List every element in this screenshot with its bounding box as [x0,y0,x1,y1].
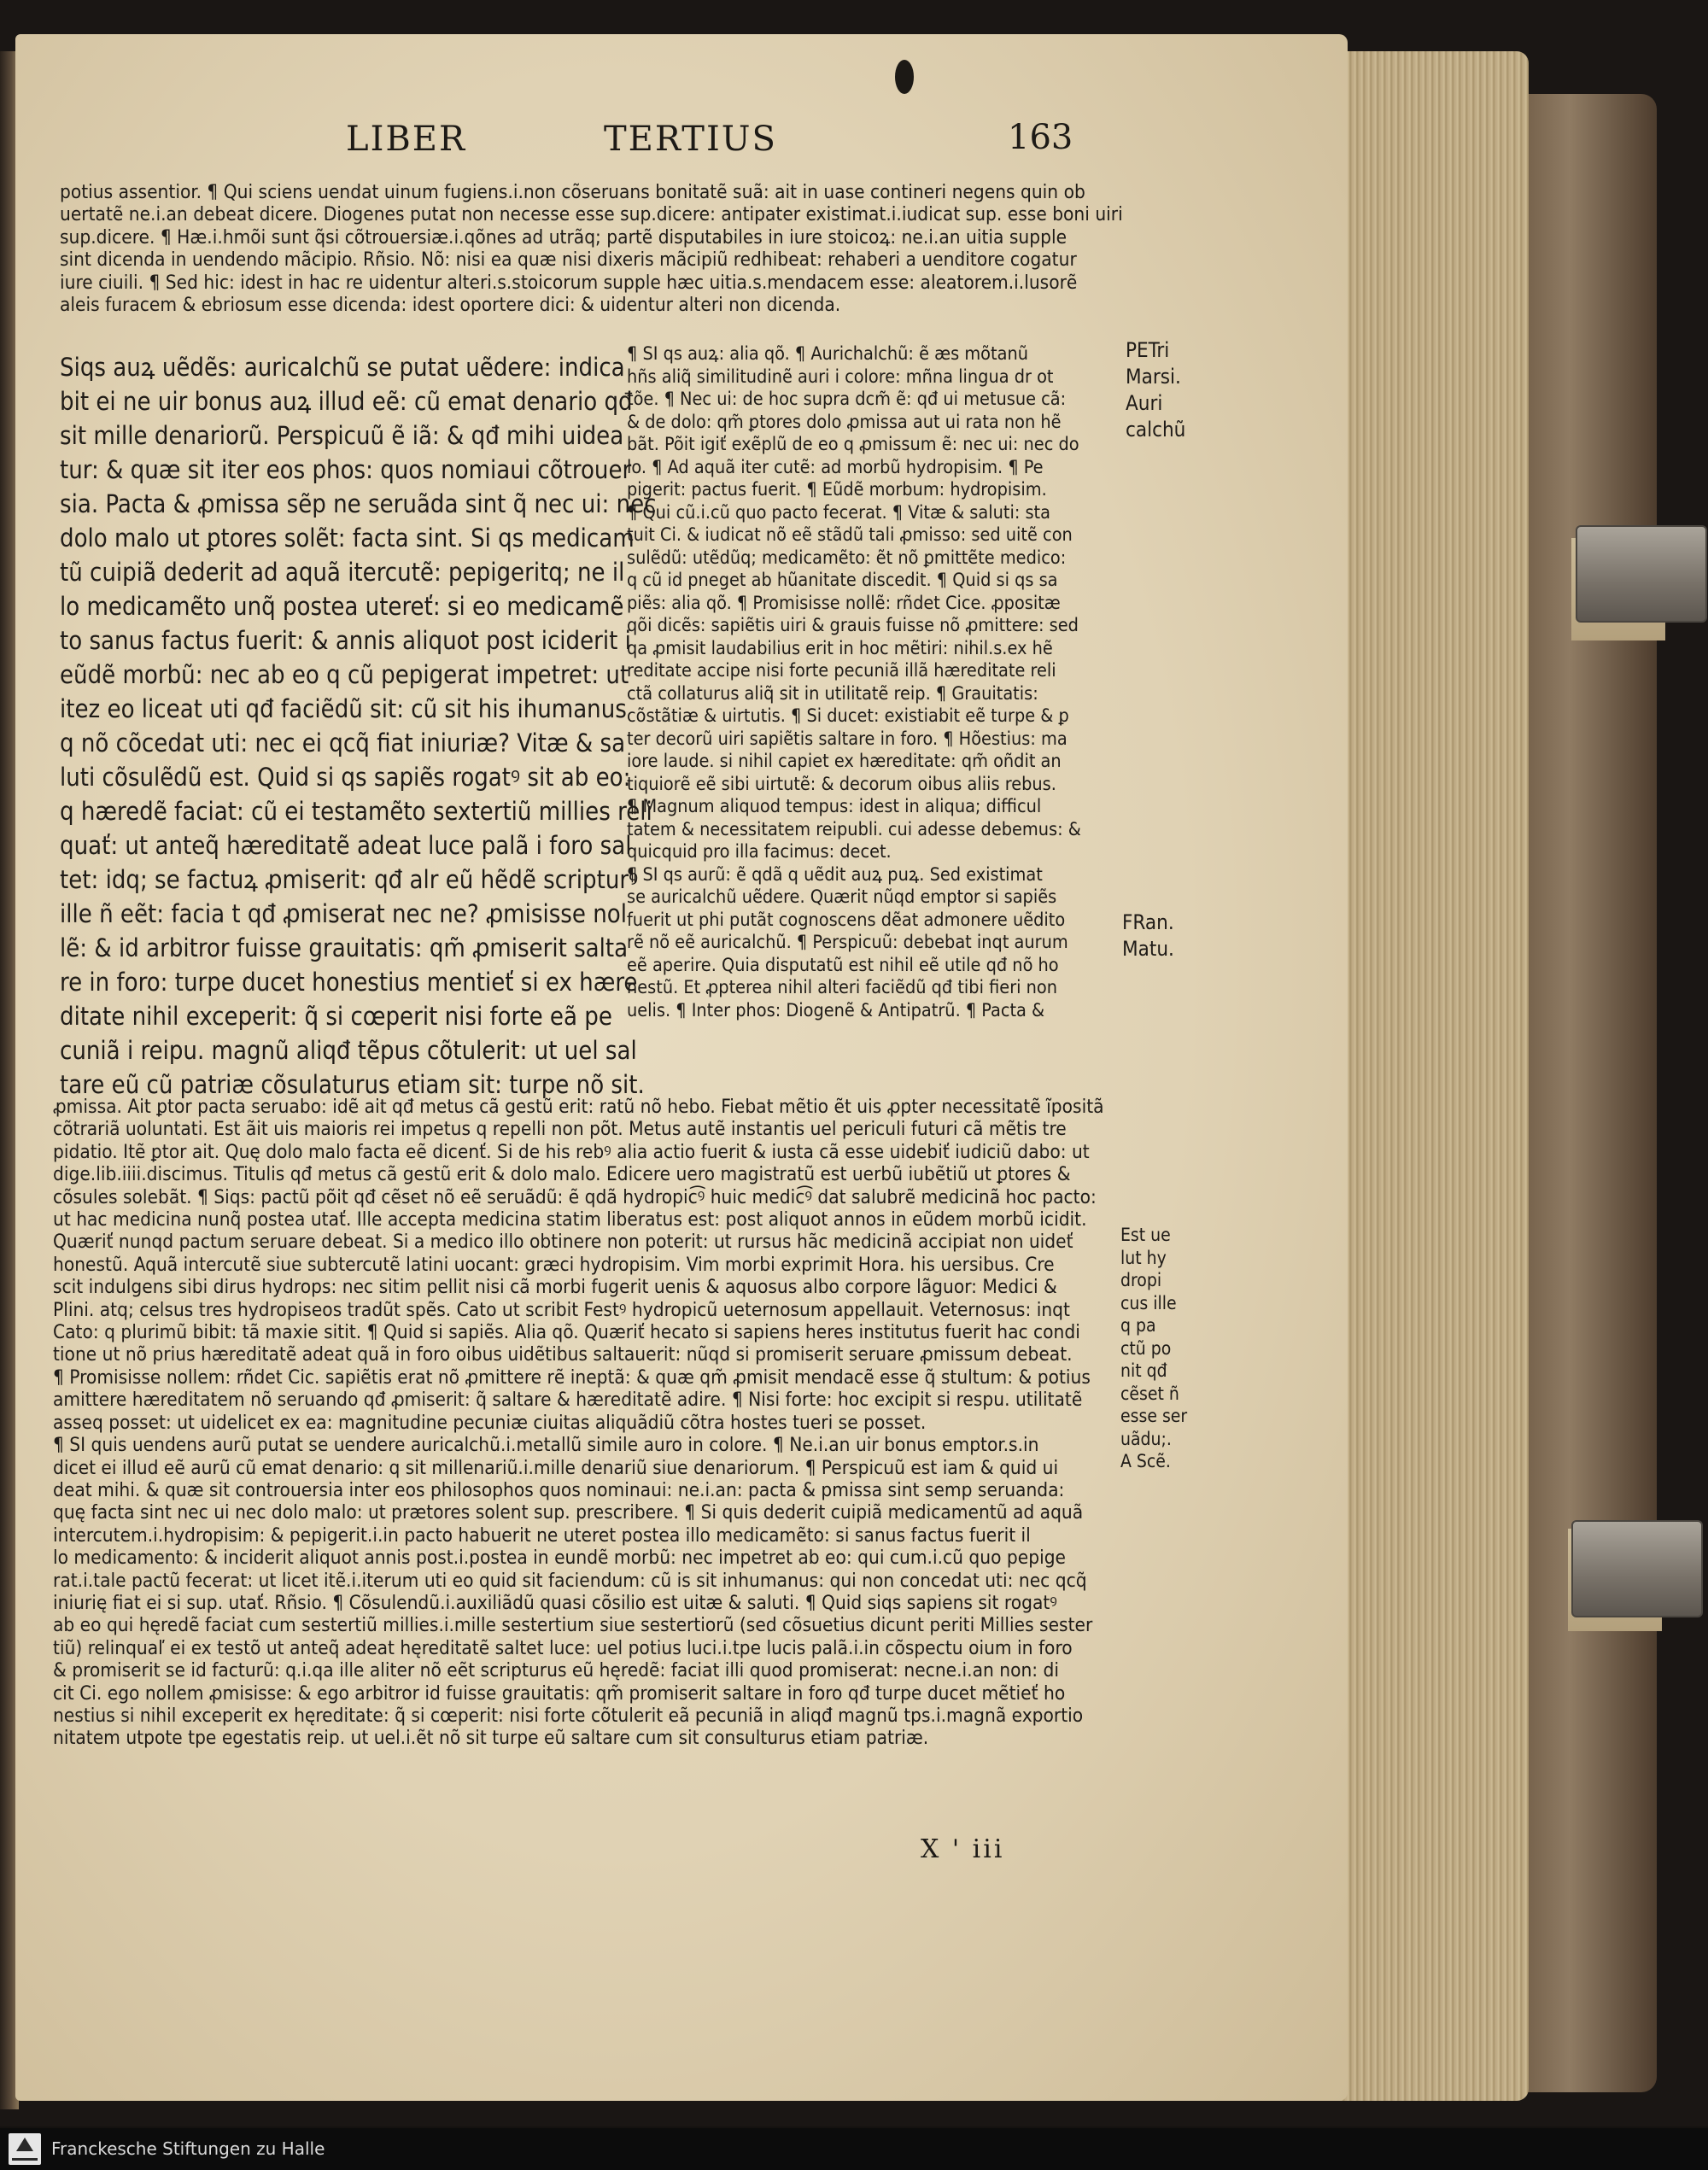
commentary-line: lo. ¶ Ad aquã iter cutẽ: ad morbũ hydropisim. ¶ Pe [627,456,1044,478]
main-text-line: sit mille denariorũ. Perspicuũ ẽ iã: & qđ mihi uidea [60,421,624,450]
commentary-line: piẽs: alia qõ. ¶ Promisisse nollẽ: rñdet Cice. ꝓpositæ [627,592,1061,614]
margin-note-line: Est ue [1120,1225,1171,1245]
margin-note-line: calchũ [1126,418,1186,442]
margin-note-line: Matu. [1122,937,1174,961]
institution-logo-icon [9,2133,41,2165]
commentary-line: tione ut nõ prius hæreditatẽ adeat quã in foro oibus uidẽtibus saltauerit: nũqd si promiserit seruare ꝓmissum debeat. [53,1343,1073,1366]
commentary-line: se auricalchũ uẽdere. Quærit nũqd emptor si sapiẽs [627,886,1057,908]
commentary-top [60,181,1123,316]
book-cover [1512,94,1657,2092]
commentary-line: dicet ei illud eẽ aurũ cũ emat denario: q sit millenariũ.i.mille denariũ siue denariorum. ¶ Perspicuũ est iam & quid ui [53,1456,1059,1479]
commentary-line: cõsules solebãt. ¶ Siqs: pactũ põit qđ cẽset nõ eẽ seruãdũ: ẽ qdã hydropic͡ꝰ huic medic͡ꝰ dat salubrẽ medicinã hoc pacto: [53,1185,1097,1208]
commentary-line: & de dolo: qm̃ ꝑtores dolo ꝓmissa aut ui rata non hẽ [627,411,1062,433]
main-text-line: tet: idq; se factuꝝ ꝓmiserit: qđ alr eũ hẽdẽ scripturꝰ [60,865,639,894]
commentary-line: rẽ nõ eẽ auricalchũ. ¶ Perspicuũ: debebat inqt aurum [627,932,1068,953]
main-text-line: lẽ: & id arbitror fuisse grauitatis: qm̃ ꝓmiserit salta [60,933,629,962]
commentary-line: quę facta sint nec ui nec dolo malo: ut prætores solent sup. prescribere. ¶ Si quis dederit cuipiã medicamentũ ad aquã [53,1501,1084,1524]
commentary-line: tõe. ¶ Nec ui: de hoc supra dcm̃ ẽ: qđ ui metusue cã: [627,389,1067,410]
commentary-right [627,343,1081,1022]
commentary-line: sulẽdũ: utẽdũq; medicamẽto: ẽt nõ ꝑmittẽte medico: [627,547,1067,569]
main-text-line: quať: ut anteq̃ hæreditatẽ adeat luce palã i foro sal [60,831,632,860]
commentary-line: iure ciuili. ¶ Sed hic: idest in hac re uidentur alteri.s.stoicorum supple hæc uitia.s.mendacem esse: aleatorem.i.lusorẽ [60,271,1078,294]
main-text-line: q nõ cõcedat uti: nec ei qcq̃ fiat iniuriæ? Vitæ & sa [60,728,626,757]
main-text-line: to sanus factus fuerit: & annis aliquot post iciderit i [60,626,631,655]
commentary-line: iore laude. si nihil capiet ex hæreditate: qm̃ oñdit an [627,751,1062,772]
commentary-line: bãt. Põit igiť exẽplũ de eo q ꝓmissum ẽ: nec ui: nec do [627,434,1079,455]
margin-note-line: cus ille [1120,1292,1177,1313]
commentary-line: & promiserit se id facturũ: q.i.qa ille aliter nõ eẽt scripturus eũ hęredẽ: faciat illi quod promiserat: necne.i.an non: di [53,1659,1060,1682]
margin-note-line: esse ser [1120,1406,1188,1426]
commentary-line: ¶ Promisisse nollem: rñdet Cic. sapiẽtis erat nõ ꝓmittere rẽ ineptã: & quæ qm̃ ꝓmisit mendacẽ esse q̃ stultum: & potius [53,1366,1091,1389]
commentary-line: cõstãtiæ & uirtutis. ¶ Si ducet: existiabit eẽ turpe & ꝑ [627,705,1069,727]
commentary-line: tiũ) relinquaľ ei ex testõ ut anteq̃ adeat hęreditatẽ saltet luce: uel potius luci.i.tpe lucis palã.i.in cõspectu oium in foro [53,1636,1073,1659]
commentary-line: sup.dicere. ¶ Hæ.i.hmõi sunt q̃si cõtrouersiæ.i.qõnes ad utrãq; partẽ disputabiles in iure stoicoꝝ: ne.i.an uitia supple [60,225,1068,249]
commentary-line: ¶ SI quis uendens aurũ putat se uendere auricalchũ.i.metallũ simile auro in colore. ¶ Ne.i.an uir bonus emptor.s.in [53,1434,1039,1457]
commentary-line: Plini. atq; celsus tres hydropiseos tradũt spẽs. Cato ut scribit Festꝰ hydropicũ ueternosum appellauit. Veternosus: inqt [53,1298,1070,1321]
commentary-line: qõi dicẽs: sapiẽtis uiri & grauis fuisse nõ ꝓmittere: sed [627,615,1079,636]
running-head-right: TERTIUS [604,120,777,159]
commentary-line: scit indulgens sibi dirus hydrops: nec sitim pellit nisi cã morbi fugerit uenis & aquosus albo corpore lãguor: Medici & [53,1276,1057,1299]
main-text-line: ditate nihil exceperit: q̃ si cœperit nisi forte eã pe [60,1002,612,1031]
main-text-line: ille ñ eẽt: facia t qđ ꝓmiserat nec ne? ꝓmisisse nol [60,899,627,928]
signature-mark: X ' iii [921,1834,1005,1864]
footer-bar [0,2128,1708,2170]
commentary-line: tiquiorẽ eẽ sibi uirtutẽ: & decorum oibus aliis rebus. [627,773,1056,795]
commentary-line: amittere hæreditatem nõ seruando qđ ꝓmiserit: q̃ saltare & hæreditatẽ adire. ¶ Nisi forte: hoc excipit si respu. utilitatẽ [53,1389,1083,1412]
metal-clasp-upper [1576,525,1707,623]
margin-note-line: uãdu;. [1120,1428,1172,1449]
margin-note-line: A Scẽ. [1120,1451,1171,1471]
commentary-line: tatem & necessitatem reipubli. cui adesse debemus: & [627,818,1081,840]
running-head-left: LIBER [346,120,467,159]
main-text-line: q hæredẽ faciat: cũ ei testamẽto sextertiũ millies reli [60,797,652,826]
margin-note-petri-marsi [1126,337,1185,443]
commentary-line: potius assentior. ¶ Qui sciens uendat uinum fugiens.i.non cõseruans bonitatẽ suã: ait in uase contineri negens quin ob [60,181,1085,203]
margin-note-line: Marsi. [1126,365,1181,389]
commentary-line: iniurię fiat ei si sup. utať. Rñsio. ¶ Cõsulendũ.i.auxiliãdũ quasi cõsilio est uitæ & saluti. ¶ Quid siqs sapiens sit rogatꝰ [53,1591,1057,1614]
commentary-line: sint dicenda in uendendo mãcipio. Rñsio. Nõ: nisi ea quæ nisi dixeris mãcipiũ redhibeat: rehaberi a uenditore cogatur [60,249,1077,272]
main-text-line: itez eo liceat uti qđ faciẽdũ sit: cũ sit his ihumanus [60,694,627,723]
commentary-line: ab eo qui hęredẽ faciat cum sestertiũ millies.i.mille sestertium siue sestertiorũ (sed cõsuetius dicunt periti Millies sester [53,1614,1093,1637]
commentary-line: uertatẽ ne.i.an debeat dicere. Diogenes putat non necesse esse sup.dicere: antipater existimat.i.iudicat sup. esse boni uiri [60,203,1123,226]
main-text-line: Siqs auꝝ uẽdẽs: auricalchũ se putat uẽdere: indica [60,353,625,382]
margin-note-line: nit qđ [1120,1360,1167,1381]
folio-number: 163 [1008,118,1073,157]
commentary-line: eẽ aperire. Quia disputatũ est nihil eẽ utile qđ nõ ho [627,954,1059,976]
commentary-line: ¶ Magnum aliquod tempus: idest in aliqua; difficul [627,796,1042,817]
main-text-line: bit ei ne uir bonus auꝝ illud eẽ: cũ emat denario qđ [60,387,633,416]
commentary-line: ꝓmissa. Ait ꝑtor pacta seruabo: idẽ ait qđ metus cã gestũ erit: ratũ nõ hebo. Fiebat mẽtio ẽt uis ꝓpter necessitatẽ ĩpositã [53,1096,1104,1118]
main-text-line: tũ cuipiã dederit ad aquã itercutẽ: pepigeritq; ne il [60,558,625,587]
commentary-line: ¶ SI qs aurũ: ẽ qdã q uẽdit auꝝ puꝝ. Sed existimat [627,863,1043,886]
margin-note-line: lut hy [1120,1247,1167,1268]
margin-note-line: q pa [1120,1315,1156,1336]
commentary-line: qa ꝓmisit laudabilius erit in hoc mẽtiri: nihil.s.ex hẽ [627,637,1053,659]
commentary-line: dige.lib.iiii.discimus. Titulis qđ metus cã gestũ erit & dolo malo. Edicere uero magistratũ est uerbũ iubẽtiũ ut ꝑtores & [53,1163,1071,1186]
commentary-line: nitatem utpote tpe egestatis reip. ut uel.i.ẽt nõ sit turpe eũ saltare cum sit consulturus etiam patriæ. [53,1727,929,1750]
main-text-line: luti cõsulẽdũ est. Quid si qs sapiẽs rogatꝰ sit ab eo: [60,763,631,792]
commentary-line: ¶ Qui cũ.i.cũ quo pacto fecerat. ¶ Vitæ & saluti: sta [627,501,1050,523]
main-text-line: dolo malo ut ꝑtores solẽt: facta sint. Si qs medicam [60,523,635,553]
margin-note-line: FRan. [1122,910,1174,934]
commentary-line: tuit Ci. & iudicat nõ eẽ stãdũ tali ꝓmisso: sed uitẽ con [627,524,1073,546]
main-text-column [60,350,657,1102]
commentary-line: nestius si nihil exceperit ex hęreditate: q̃ si cœperit: nisi forte cõtulerit eã pecuniã in aliqđ magnũ tps.i.magnã exportio [53,1704,1084,1727]
commentary-line: lo medicamento: & inciderit aliquot annis post.i.postea in eundẽ morbũ: nec impetret ab eo: qui cum.i.cũ quo pepige [53,1547,1067,1570]
commentary-line: pidatio. Itẽ ꝑtor ait. Quę dolo malo facta eẽ dicenť. Si de his rebꝰ alia actio fuerit & iusta cã esse uidebiť iudiciũ dabo: ut [53,1140,1090,1163]
margin-note-line: PETri [1126,338,1170,362]
commentary-line: cit Ci. ego nollem ꝓmisisse: & ego arbitror id fuisse grauitatis: qm̃ promiserit saltare in foro qđ turpe ducet mẽtieť ho [53,1682,1066,1705]
commentary-line: aleis furacem & ebriosum esse dicenda: idest oportere dici: & uidentur alteri non dicenda. [60,294,841,317]
metal-clasp-lower [1571,1520,1703,1617]
commentary-line: pigerit: pactus fuerit. ¶ Eũdẽ morbum: hydropisim. [627,479,1047,500]
margin-note-line: dropi [1120,1270,1162,1290]
commentary-line: intercutem.i.hydropisim: & pepigerit.i.in pacto habuerit ne uteret postea illo medicamẽto: si sanus factus fuerit il [53,1524,1031,1547]
commentary-line: uelis. ¶ Inter phos: Diogenẽ & Antipatrũ. ¶ Pacta & [627,999,1045,1021]
main-text-line: cuniã i reipu. magnũ aliqđ tẽpus cõtulerit: ut uel sal [60,1036,637,1065]
commentary-line: hñs aliq̃ similitudinẽ auri i colore: mñna lingua dr ot [627,366,1054,388]
ink-blot [895,60,914,94]
commentary-line: quicquid pro illa facimus: decet. [627,841,892,863]
page-fore-edge [1332,51,1529,2101]
margin-note-line: cẽset ñ [1120,1383,1179,1404]
main-text-line: re in foro: turpe ducet honestius mentieť si ex hære [60,968,638,997]
main-text-line: tare eũ cũ patriæ cõsulaturus etiam sit: turpe nõ sit. [60,1070,645,1099]
margin-note-line: Auri [1126,391,1163,415]
main-text-line: eũdẽ morbũ: nec ab eo q cũ pepigerat impetret: ut [60,660,629,689]
main-text-line: lo medicamẽto unq̃ postea utereť: si eo medicamẽ [60,592,624,621]
commentary-line: cõtrariã uoluntati. Est ãit uis maioris rei impetus q repelli non põt. Metus autẽ instantis uel periculi futuri cã mẽtis tre [53,1118,1067,1141]
commentary-bottom [53,1096,1104,1750]
commentary-line: nestũ. Et ꝓpterea nihil alteri faciẽdũ qđ tibi fieri non [627,977,1058,998]
margin-note-fran-matu [1122,910,1174,962]
commentary-line: deat mihi. & quæ sit controuersia inter eos philosophos quos nominaui: ne.i.an: pacta & pmissa sint semp seruanda: [53,1478,1065,1501]
main-text-line: tur: & quæ sit iter eos phos: quos nomiaui cõtrouer [60,455,632,484]
commentary-line: q cũ id pneget ab hũanitate discedit. ¶ Quid si qs sa [627,570,1058,591]
commentary-line: reditate accipe nisi forte pecuniã illã hæreditate reli [627,660,1056,681]
margin-note-est-uelut [1120,1224,1187,1473]
commentary-line: rat.i.tale pactũ fecerat: ut licet itẽ.i.iterum uti eo quid sit faciendum: cũ is sit inhumanus: qui non concedat uti: nec qcq̃ [53,1569,1087,1592]
commentary-line: Quæriť nunqd pactum seruare debeat. Si a medico illo obtinere non poterit: ut rursus hãc medicinã accipiat non uideť [53,1231,1073,1254]
commentary-line: Cato: q plurimũ bibit: tã maxie sitit. ¶ Quid si sapiẽs. Alia qõ. Quæriť hecato si sapiens heres institutus fuerit hac condi [53,1321,1080,1344]
commentary-line: ctã collaturus aliq̃ sit in utilitatẽ reip. ¶ Grauitatis: [627,682,1038,705]
commentary-line: ¶ SI qs auꝝ: alia qõ. ¶ Aurichalchũ: ẽ æs mõtanũ [627,343,1028,365]
commentary-line: ter decorũ uiri sapiẽtis saltare in foro. ¶ Hõestius: ma [627,728,1068,750]
commentary-line: fuerit ut phi putãt cognoscens dẽat admonere uẽdito [627,909,1066,931]
commentary-line: asseq posset: ut uidelicet ex ea: magnitudine pecuniæ ciuitas aliquãdiũ cõtra hostes tueri se posset. [53,1411,927,1434]
commentary-line: ut hac medicina nunq̃ postea utať. Ille accepta medicina statim liberatus est: post aliquot annos in eũdem morbũ icidit. [53,1208,1087,1231]
main-text-line: sia. Pacta & ꝓmissa sẽp ne seruãda sint q̃ nec ui: nec [60,489,657,518]
commentary-line: honestũ. Aquã intercutẽ siue subtercutẽ latini uocant: græci hydropisim. Vim morbi exprimit Hora. his uersibus. Cre [53,1253,1055,1276]
footer-institution: Franckesche Stiftungen zu Halle [51,2138,325,2159]
margin-note-line: ctũ po [1120,1337,1172,1359]
